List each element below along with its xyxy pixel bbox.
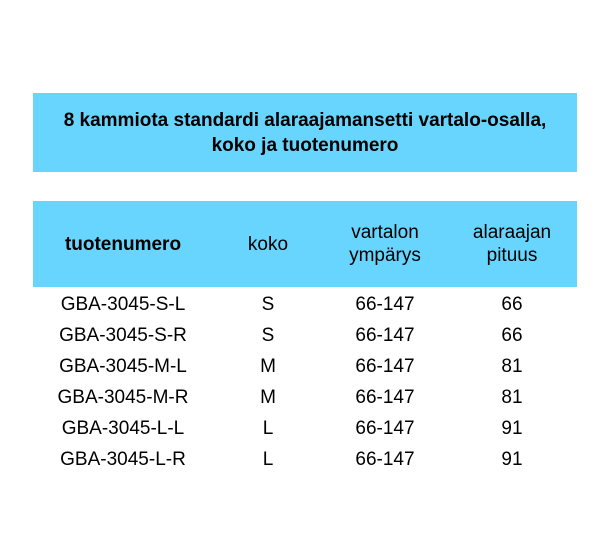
header-size (213, 201, 323, 287)
cell-size: M (260, 387, 276, 408)
table-header (33, 201, 577, 287)
header-size-label: koko (247, 233, 289, 255)
cell-torso: 66-147 (355, 418, 415, 439)
cell-leg: 81 (501, 356, 523, 377)
table-row (33, 351, 577, 382)
cell-product: GBA-3045-S-L (60, 294, 186, 315)
cell-size: L (262, 418, 274, 439)
cell-leg: 81 (501, 387, 523, 408)
cell-torso: 66-147 (355, 387, 415, 408)
cell-leg: 91 (501, 449, 523, 470)
header-leg-line-2: pituus (486, 245, 538, 266)
cell-torso: 66-147 (355, 325, 415, 346)
cell-size: S (261, 325, 275, 346)
header-leg-length (447, 201, 577, 287)
table-row (33, 444, 577, 475)
table-body (33, 289, 577, 475)
cell-torso: 66-147 (355, 449, 415, 470)
title-line-2: koko ja tuotenumero (211, 134, 399, 156)
header-leg-line-1: alaraajan (472, 222, 552, 243)
cell-product: GBA-3045-M-R (57, 387, 189, 408)
cell-leg: 66 (501, 294, 523, 315)
cell-product: GBA-3045-S-R (59, 325, 187, 346)
cell-product: GBA-3045-L-L (61, 418, 185, 439)
cell-product: GBA-3045-L-R (60, 449, 186, 470)
header-product-number (33, 201, 213, 287)
header-product-number-label: tuotenumero (64, 233, 182, 255)
header-torso-line-2: ympärys (349, 245, 421, 266)
header-torso-line-1: vartalon (351, 222, 419, 243)
table-row (33, 320, 577, 351)
title-line-1: 8 kammiota standardi alaraajamansetti vartalo-osalla, (63, 109, 547, 131)
cell-size: L (262, 449, 274, 470)
cell-torso: 66-147 (355, 356, 415, 377)
cell-size: S (261, 294, 275, 315)
cell-leg: 66 (501, 325, 523, 346)
table-row (33, 413, 577, 444)
cell-size: M (260, 356, 276, 377)
table-row (33, 289, 577, 320)
title-banner (33, 93, 577, 172)
cell-torso: 66-147 (355, 294, 415, 315)
table-row (33, 382, 577, 413)
cell-leg: 91 (501, 418, 523, 439)
header-torso-circumference (323, 201, 447, 287)
cell-product: GBA-3045-M-L (59, 356, 187, 377)
